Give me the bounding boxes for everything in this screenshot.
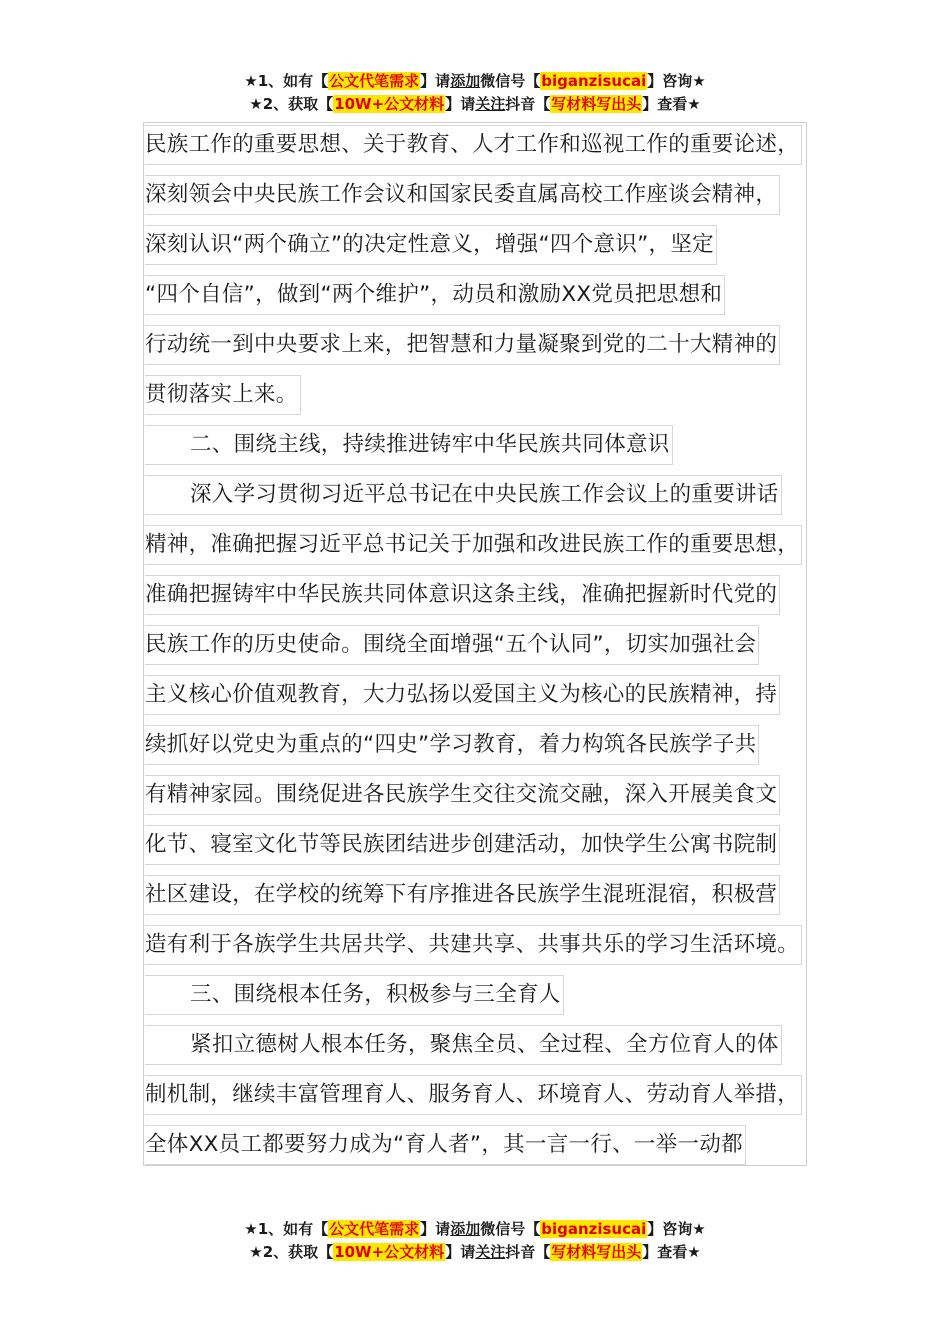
- banner-text: 添加: [450, 72, 481, 90]
- banner-text: ★2、获取【: [249, 1243, 334, 1261]
- highlight-douyin-account: 写材料写出头: [551, 95, 642, 113]
- banner-text: 微信号【: [480, 1220, 541, 1238]
- section-heading-text: 二、围绕主线，持续推进铸牢中华民族共同体意识: [145, 425, 673, 465]
- text-line-content: 精神，准确把握习近平总书记关于加强和改进民族工作的重要思想，: [145, 525, 802, 565]
- banner-text: 关注: [475, 1243, 506, 1261]
- banner-text: 】咨询★: [647, 1220, 706, 1238]
- banner-text: 抖音【: [505, 1243, 551, 1261]
- text-line-content: 续抓好以党史为重点的“四史”学习教育，着力构筑各民族学子共: [145, 725, 759, 765]
- section-heading: [145, 975, 825, 1025]
- section-heading: [145, 425, 825, 475]
- banner-text: 】请: [445, 1243, 476, 1261]
- highlight-materials: 10W+公文材料: [334, 95, 445, 113]
- text-line-content: 准确把握铸牢中华民族共同体意识这条主线，准确把握新时代党的: [145, 575, 780, 615]
- banner-text: 添加: [450, 1220, 481, 1238]
- text-line: [145, 1025, 825, 1075]
- text-line: [145, 525, 825, 575]
- text-line-content: 行动统一到中央要求上来，把智慧和力量凝聚到党的二十大精神的: [145, 325, 780, 365]
- section-heading-text: 三、围绕根本任务，积极参与三全育人: [145, 975, 564, 1015]
- text-line-content: 全体XX员工都要努力成为“育人者”，其一言一行、一举一动都: [145, 1125, 746, 1165]
- text-line-content: 深刻领会中央民族工作会议和国家民委直属高校工作座谈会精神，: [145, 175, 780, 215]
- banner-text: ★1、如有【: [244, 1220, 329, 1238]
- text-line-content: 紧扣立德树人根本任务，聚焦全员、全过程、全方位育人的体: [145, 1025, 782, 1065]
- header-banner: [0, 70, 950, 116]
- banner-text: 】查看★: [642, 1243, 701, 1261]
- text-line: [145, 1125, 825, 1175]
- text-line: [145, 475, 825, 525]
- highlight-wechat-id: biganzisucai: [541, 72, 647, 90]
- text-line-content: 深刻认识“两个确立”的决定性意义，增强“四个意识”，坚定: [145, 225, 717, 265]
- text-line-content: 深入学习贯彻习近平总书记在中央民族工作会议上的重要讲话: [145, 475, 782, 515]
- banner-text: 关注: [475, 95, 506, 113]
- text-line-content: 民族工作的重要思想、关于教育、人才工作和巡视工作的重要论述，: [145, 125, 802, 165]
- footer-banner: [0, 1218, 950, 1264]
- document-body: [145, 125, 825, 1175]
- banner-line-1: [0, 70, 950, 93]
- text-line: [145, 1075, 825, 1125]
- text-line: [145, 275, 825, 325]
- highlight-service: 公文代笔需求: [329, 72, 420, 90]
- banner-text: 】请: [420, 72, 451, 90]
- text-line: [145, 875, 825, 925]
- text-line-content: 化节、寝室文化节等民族团结进步创建活动，加快学生公寓书院制: [145, 825, 780, 865]
- banner-line-2: [0, 93, 950, 116]
- text-line-content: 主义核心价值观教育，大力弘扬以爱国主义为核心的民族精神，持: [145, 675, 780, 715]
- banner-line-2: [0, 1241, 950, 1264]
- text-line: [145, 125, 825, 175]
- text-line: [145, 625, 825, 675]
- text-line-content: 制机制，继续丰富管理育人、服务育人、环境育人、劳动育人举措，: [145, 1075, 802, 1115]
- text-line-content: “四个自信”，做到“两个维护”，动员和激励XX党员把思想和: [145, 275, 725, 315]
- text-line-content: 造有利于各族学生共居共学、共建共享、共事共乐的学习生活环境。: [145, 925, 802, 965]
- highlight-wechat-id: biganzisucai: [541, 1220, 647, 1238]
- text-line: [145, 325, 825, 375]
- banner-text: 】请: [420, 1220, 451, 1238]
- text-line-content: 有精神家园。围绕促进各民族学生交往交流交融，深入开展美食文: [145, 775, 780, 815]
- banner-text: ★2、获取【: [249, 95, 334, 113]
- text-line: [145, 175, 825, 225]
- text-line: [145, 775, 825, 825]
- banner-text: 】查看★: [642, 95, 701, 113]
- text-line: [145, 925, 825, 975]
- text-line: [145, 225, 825, 275]
- banner-text: 】请: [445, 95, 476, 113]
- banner-text: 抖音【: [505, 95, 551, 113]
- text-line: [145, 825, 825, 875]
- highlight-service: 公文代笔需求: [329, 1220, 420, 1238]
- text-line: [145, 575, 825, 625]
- banner-text: ★1、如有【: [244, 72, 329, 90]
- text-line: [145, 375, 825, 425]
- text-line-content: 贯彻落实上来。: [145, 375, 301, 415]
- banner-line-1: [0, 1218, 950, 1241]
- text-line-content: 社区建设，在学校的统筹下有序推进各民族学生混班混宿，积极营: [145, 875, 780, 915]
- highlight-materials: 10W+公文材料: [334, 1243, 445, 1261]
- text-line: [145, 725, 825, 775]
- highlight-douyin-account: 写材料写出头: [551, 1243, 642, 1261]
- banner-text: 微信号【: [480, 72, 541, 90]
- banner-text: 】咨询★: [647, 72, 706, 90]
- text-line: [145, 675, 825, 725]
- text-line-content: 民族工作的历史使命。围绕全面增强“五个认同”，切实加强社会: [145, 625, 759, 665]
